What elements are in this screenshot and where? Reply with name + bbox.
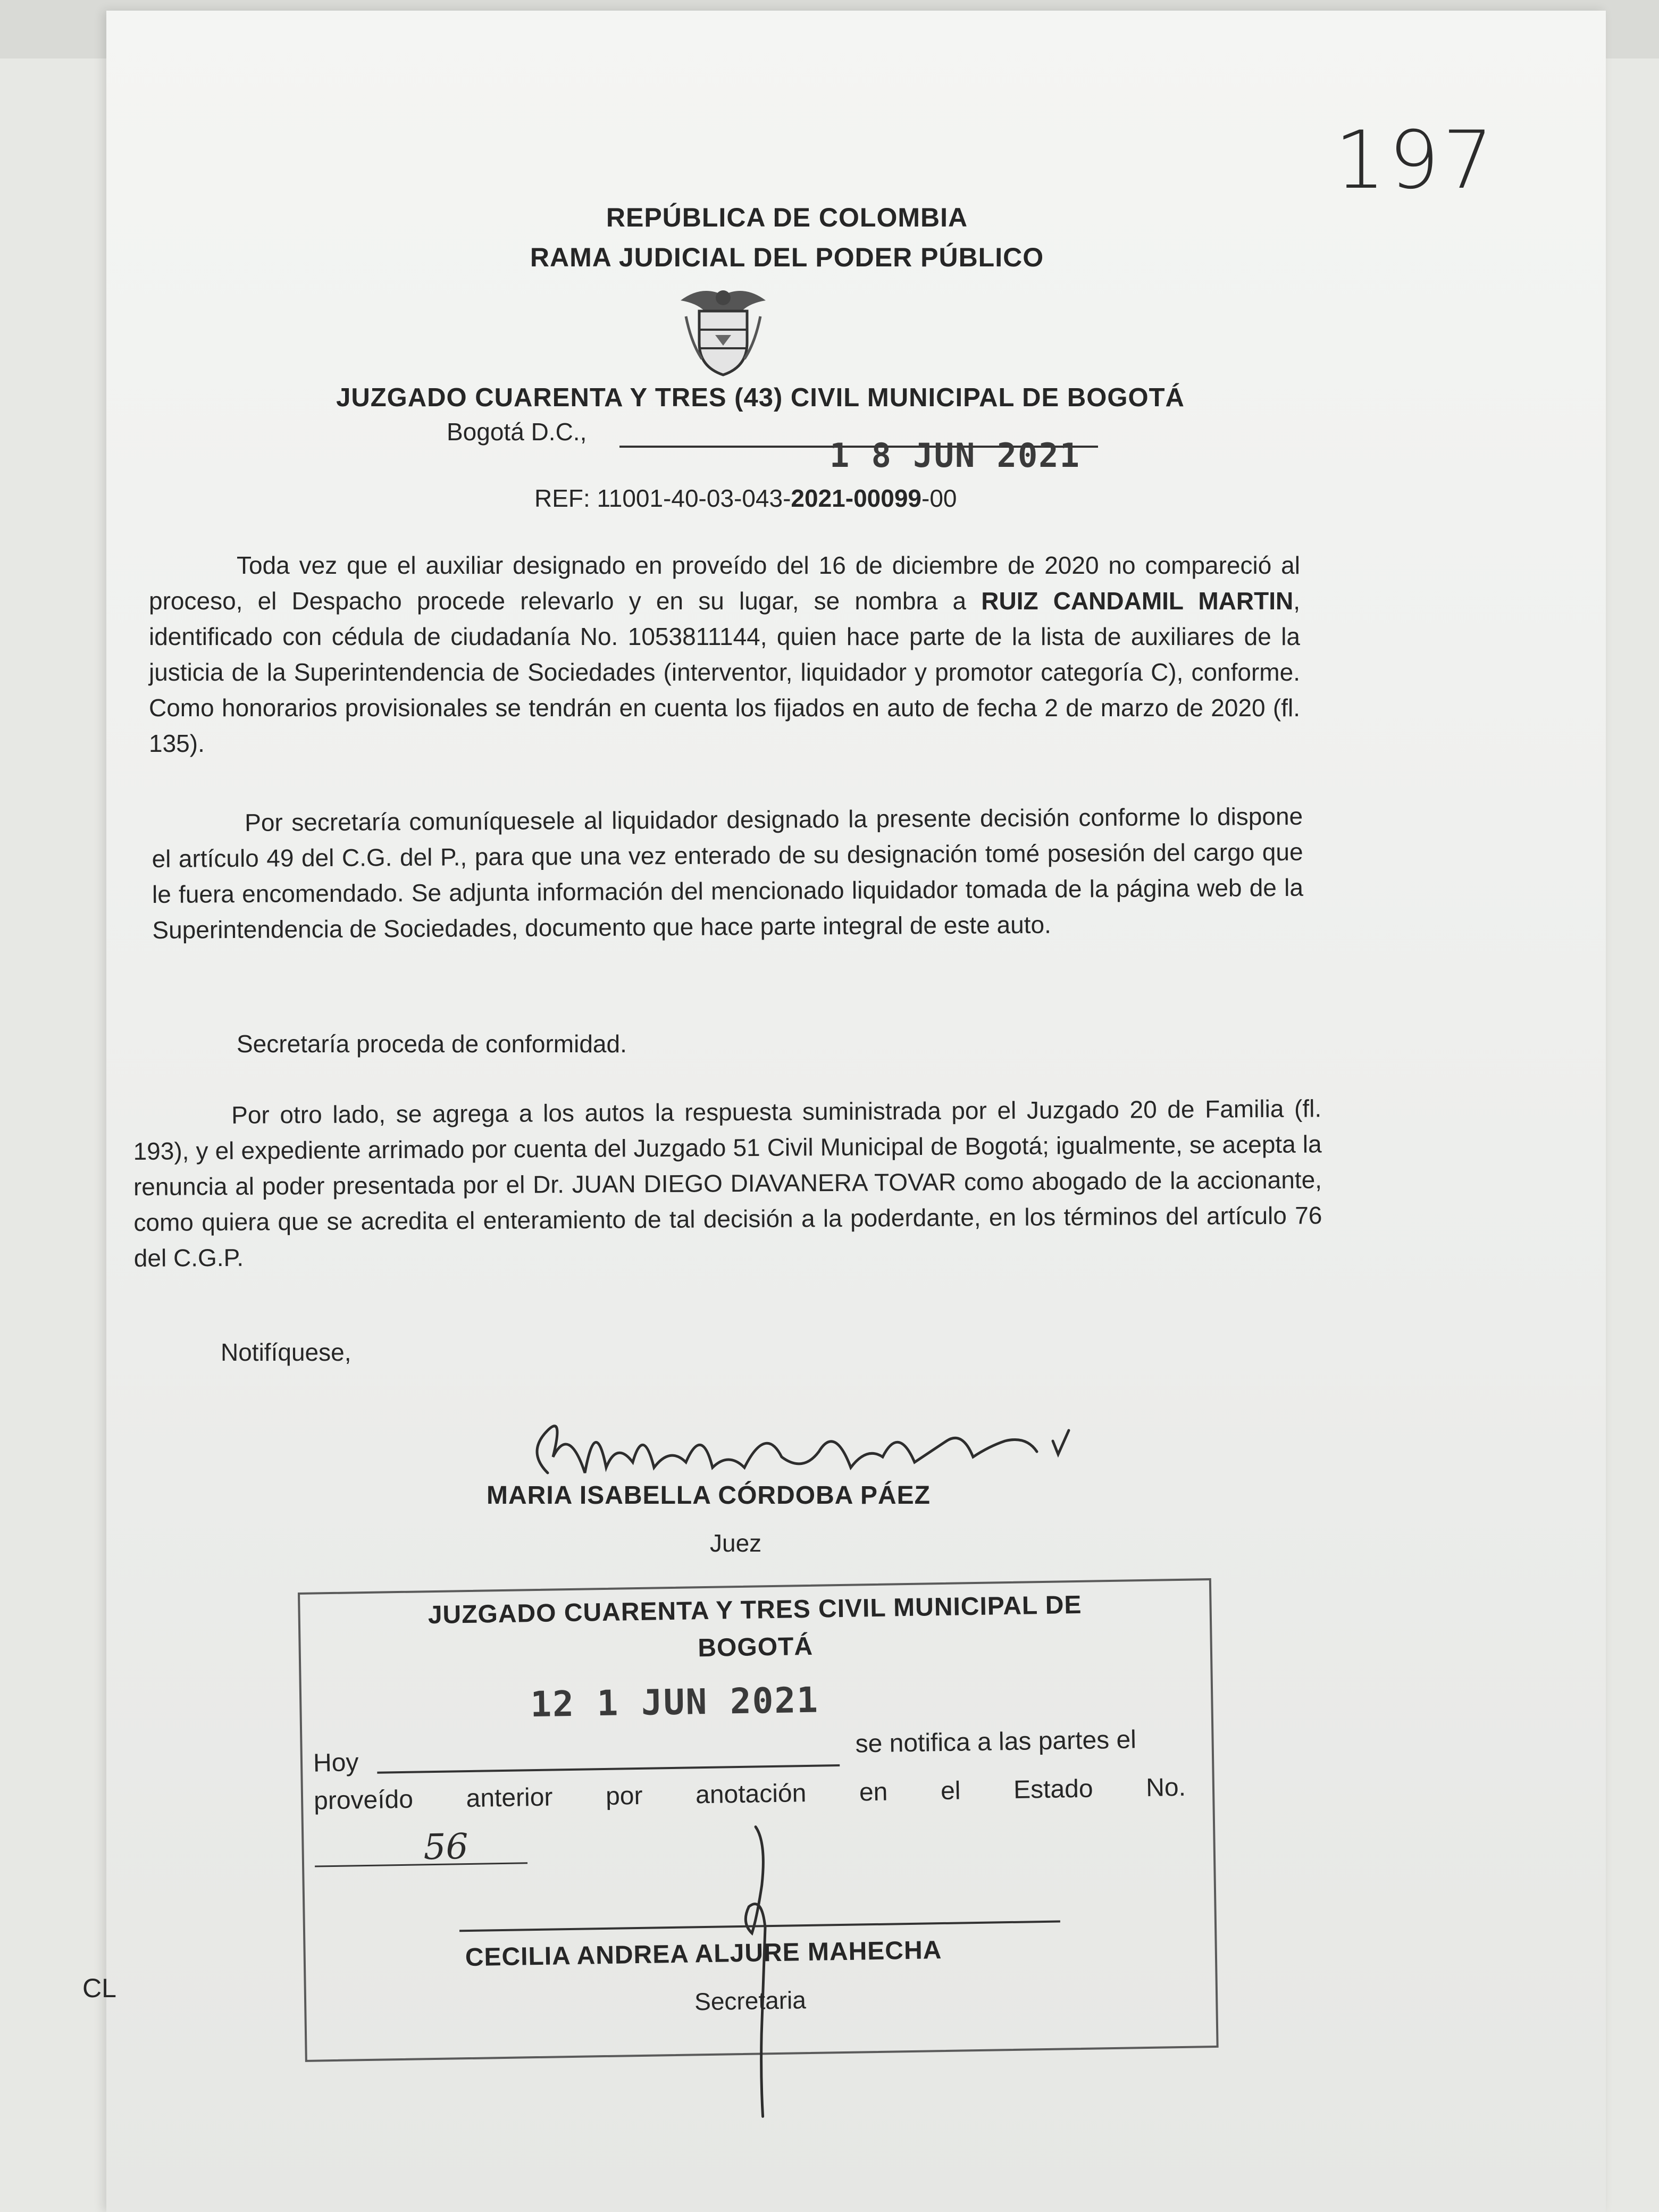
notice-date-underline (377, 1764, 840, 1774)
drafter-initials: CL (82, 1973, 116, 2003)
notification-stamp-box (298, 1578, 1219, 2062)
designated-name: RUIZ CANDAMIL MARTIN (981, 587, 1294, 615)
notice-text-line2: proveído anterior por anotación en el Estado No. (313, 1773, 1186, 1815)
date-place: Bogotá D.C., (447, 418, 587, 446)
folio-number: 197 (1335, 114, 1497, 207)
notice-hoy: Hoy (313, 1748, 359, 1778)
paragraph-designation-part2: , identificado con cédula de ciudadanía No. 1053811144, quien hace parte de la lista de auxiliares de la justicia de la Superintendencia de Sociedades (interventor, liquidador y promotor categoría C), conforme. Como honorarios provisionales se tendrán en cuenta los fijados en auto de fecha 2 de marzo de 2020 (fl. 135). (149, 587, 1300, 757)
notice-estado-underline (315, 1862, 527, 1867)
document-page (82, 11, 1606, 2212)
secretary-title: Secretaria (694, 1986, 807, 2016)
paragraph-designation (149, 548, 1300, 761)
judge-name: MARIA ISABELLA CÓRDOBA PÁEZ (487, 1481, 931, 1510)
closing-notify: Notifíquese, (221, 1338, 351, 1366)
case-reference (534, 484, 957, 513)
reference-number: 2021-00099 (791, 484, 921, 512)
reference-prefix: REF: 11001-40-03-043- (534, 484, 791, 512)
header-branch: RAMA JUDICIAL DEL PODER PÚBLICO (530, 242, 1044, 272)
date-stamp: 1 8 JUN 2021 (830, 436, 1080, 475)
header-republic: REPÚBLICA DE COLOMBIA (606, 203, 968, 232)
paragraph-other: Por otro lado, se agrega a los autos la respuesta suministrada por el Juzgado 20 de Familia (fl. 193), y el expediente arrimado por cuenta del Juzgado 51 Civil Municipal de Bogotá; igualmente, se acepta la renuncia al poder presentada por el Dr. JUAN DIEGO DIAVANERA TOVAR como abogado de la accionante, como quiera que se acredita el enteramiento de tal decisión a la poderdante, en los términos del artículo 76 del C.G.P. (133, 1094, 1322, 1272)
court-name: JUZGADO CUARENTA Y TRES (43) CIVIL MUNICIPAL DE BOGOTÁ (336, 383, 1185, 412)
coat-of-arms-emblem (675, 279, 771, 380)
judge-title: Juez (710, 1529, 762, 1557)
secretary-name: CECILIA ANDREA ALJURE MAHECHA (465, 1936, 942, 1972)
secretary-signature (718, 1821, 798, 2119)
notice-text-right: se notifica a las partes el (855, 1725, 1137, 1758)
paragraph-secretary: Secretaría proceda de conformidad. (237, 1030, 627, 1058)
paragraph-designation-part1: Toda vez que el auxiliar designado en proveído del 16 de diciembre de 2020 no compareció al proceso, el Despacho procede relevarlo y en su lugar, se nombra a (149, 551, 1300, 615)
notice-court-line2: BOGOTÁ (697, 1632, 814, 1663)
notice-estado-number: 56 (423, 1826, 469, 1868)
paragraph-communication: Por secretaría comuníquesele al liquidador designado la presente decisión conforme lo dispone el artículo 49 del C.G. del P., para que una vez enterado de su designación tomé posesión del cargo que le fuera encomendado. Se adjunta información del mencionado liquidador tomada de la página web de la Superintendencia de Sociedades, documento que hace parte integral de este auto. (152, 802, 1304, 944)
judge-signature (516, 1393, 1207, 1489)
reference-suffix: -00 (921, 484, 957, 512)
notice-date-stamp: 12 1 JUN 2021 (530, 1679, 819, 1725)
notice-court-line1: JUZGADO CUARENTA Y TRES CIVIL MUNICIPAL DE (428, 1590, 1082, 1630)
